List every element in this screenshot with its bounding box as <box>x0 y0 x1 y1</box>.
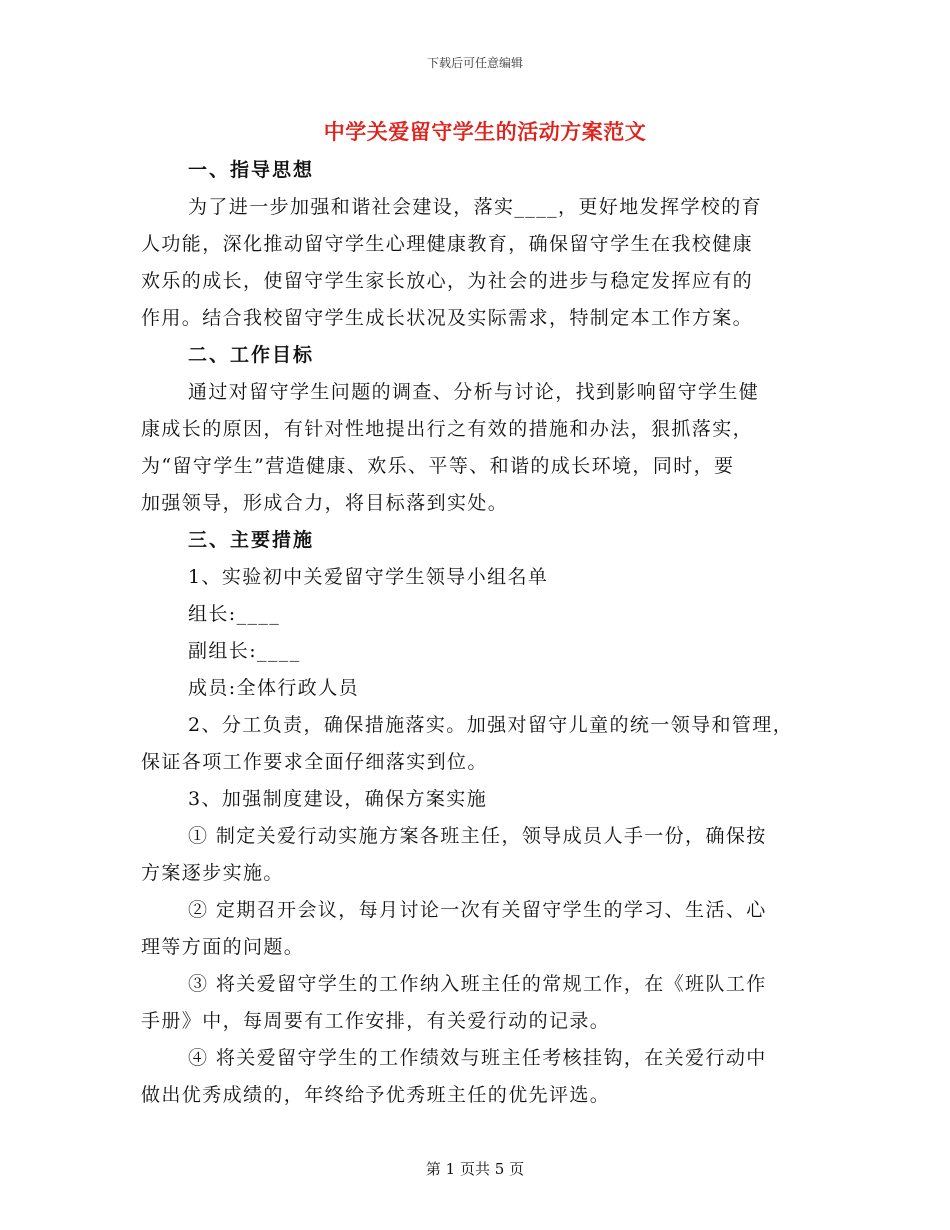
paragraph-line: 人功能，深化推动留守学生心理健康教育，确保留守学生在我校健康 <box>141 233 754 255</box>
list-item: 成员:全体行政人员 <box>188 677 360 699</box>
section-heading-main-measures: 三、主要措施 <box>188 529 315 551</box>
section-heading-guiding-ideology: 一、指导思想 <box>188 159 315 181</box>
paragraph-line: 通过对留守学生问题的调查、分析与讨论，找到影响留守学生健 <box>188 381 760 403</box>
paragraph-line: 为“留守学生”营造健康、欢乐、平等、和谐的成长环境，同时，要 <box>141 455 735 477</box>
section-heading-work-goals: 二、工作目标 <box>188 344 315 366</box>
paragraph-line: 为了进一步加强和谐社会建设，落实____，更好地发挥学校的育 <box>188 196 763 218</box>
paragraph-line: 加强领导，形成合力，将目标落到实处。 <box>141 492 509 514</box>
paragraph-line: ① 制定关爱行动实施方案各班主任，领导成员人手一份，确保按 <box>188 825 767 847</box>
header-note: 下载后可任意编辑 <box>426 56 523 70</box>
document-body <box>141 152 811 1114</box>
paragraph-line: 2、分工负责，确保措施落实。加强对留守儿童的统一领导和管理， <box>188 714 794 736</box>
paragraph-line: ④ 将关爱留守学生的工作绩效与班主任考核挂钩，在关爱行动中 <box>188 1047 767 1069</box>
paragraph-line: ③ 将关爱留守学生的工作纳入班主任的常规工作，在《班队工作 <box>188 973 767 995</box>
paragraph-line: 手册》中，每周要有工作安排，有关爱行动的记录。 <box>141 1010 611 1032</box>
paragraph-line: 方案逐步实施。 <box>141 862 284 884</box>
page-number: 第 1 页共 5 页 <box>425 1160 525 1178</box>
list-item: 组长:____ <box>188 603 281 625</box>
document-title: 中学关爱留守学生的活动方案范文 <box>323 119 647 144</box>
list-item: 3、加强制度建设，确保方案实施 <box>188 788 488 810</box>
paragraph-line: ② 定期召开会议，每月讨论一次有关留守学生的学习、生活、心 <box>188 899 767 921</box>
paragraph-line: 做出优秀成绩的，年终给予优秀班主任的优先评选。 <box>141 1084 611 1106</box>
paragraph-line: 欢乐的成长，使留守学生家长放心，为社会的进步与稳定发挥应有的 <box>141 270 754 292</box>
paragraph-line: 理等方面的问题。 <box>141 936 305 958</box>
list-item: 1、实验初中关爱留守学生领导小组名单 <box>188 566 549 588</box>
paragraph-line: 作用。结合我校留守学生成长状况及实际需求，特制定本工作方案。 <box>141 307 754 329</box>
paragraph-line: 康成长的原因，有针对性地提出行之有效的措施和办法，狠抓落实， <box>141 418 754 440</box>
paragraph-line: 保证各项工作要求全面仔细落实到位。 <box>141 751 488 773</box>
list-item: 副组长:____ <box>188 640 301 662</box>
